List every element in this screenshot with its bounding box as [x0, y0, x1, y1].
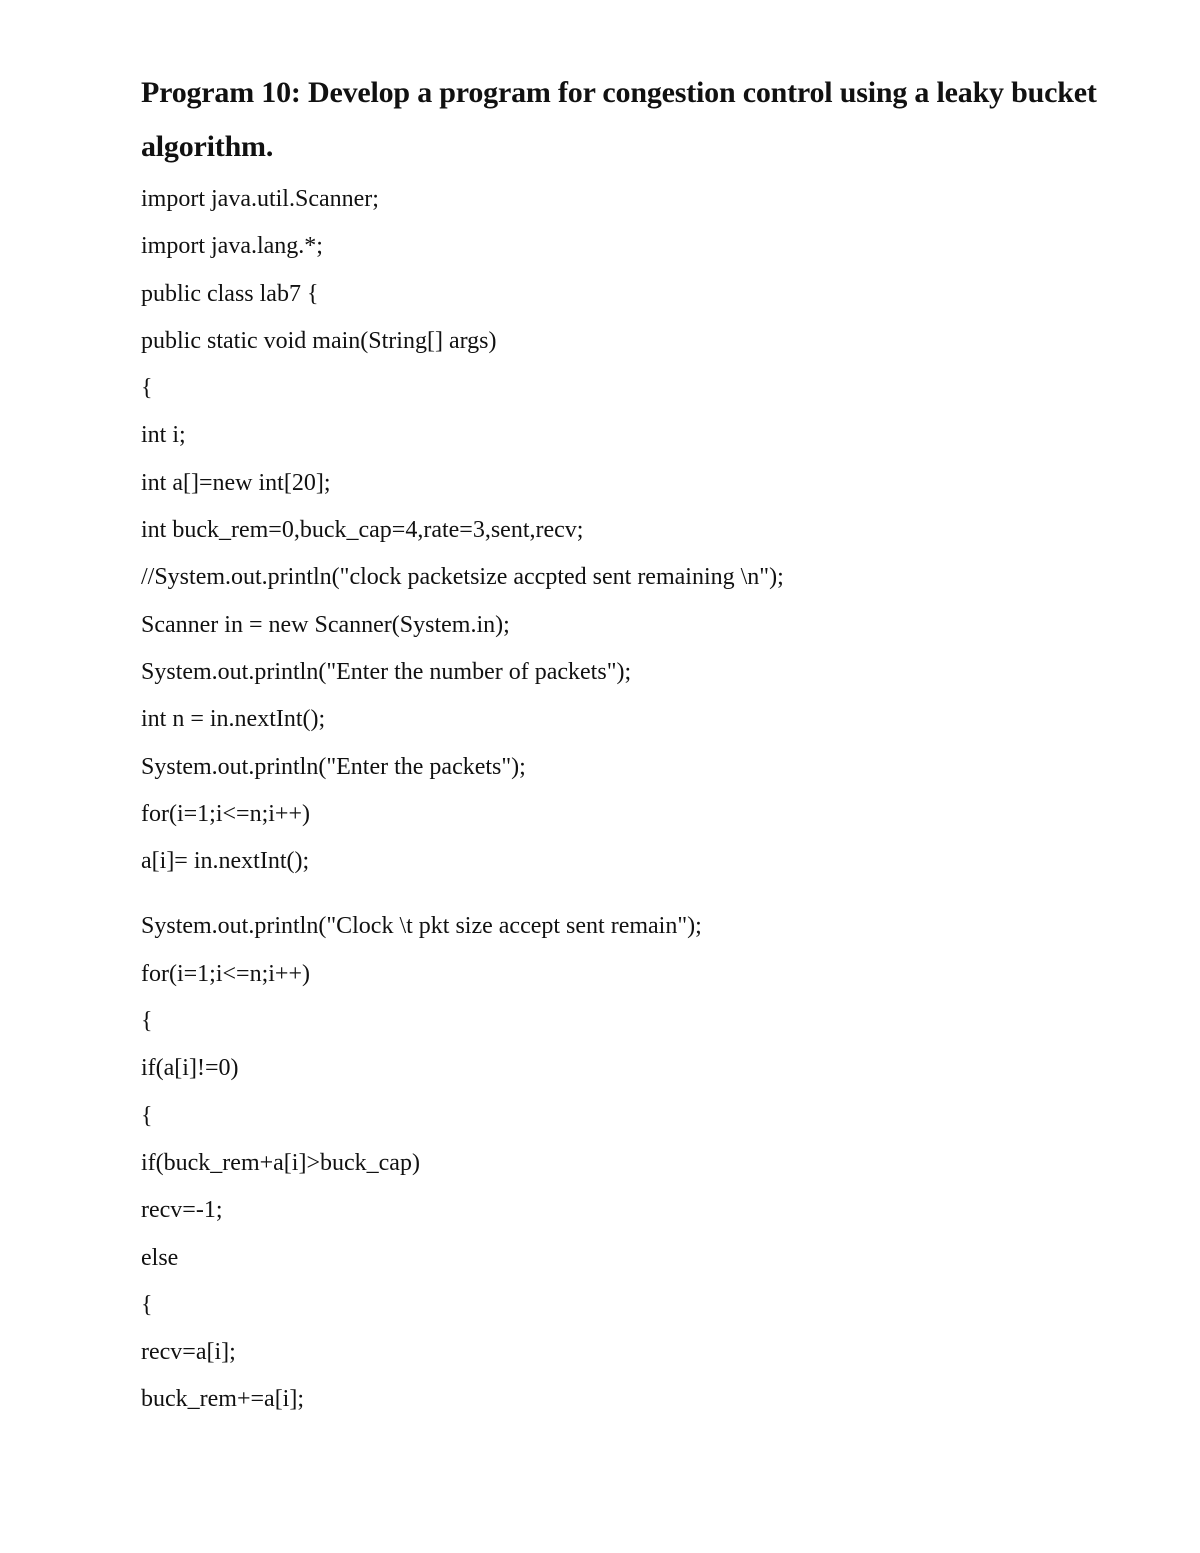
- code-line: System.out.println("Clock \t pkt size accept sent remain");: [141, 913, 702, 940]
- code-line: if(buck_rem+a[i]>buck_cap): [141, 1149, 420, 1176]
- code-line: System.out.println("Enter the packets");: [141, 753, 526, 780]
- code-line: buck_rem+=a[i];: [141, 1386, 305, 1413]
- code-line: int i;: [141, 422, 186, 449]
- code-line: int a[]=new int[20];: [141, 469, 331, 496]
- code-line: //System.out.println("clock packetsize accpted sent remaining \n");: [141, 564, 784, 591]
- code-listing: [141, 176, 1101, 1424]
- code-line: System.out.println("Enter the number of packets");: [141, 658, 632, 685]
- code-line: recv=a[i];: [141, 1339, 236, 1366]
- code-line: else: [141, 1244, 179, 1271]
- program-title: Program 10: Develop a program for congestion control using a leaky bucket algorithm.: [141, 76, 1097, 163]
- code-line: for(i=1;i<=n;i++): [141, 960, 310, 987]
- code-line: recv=-1;: [141, 1197, 223, 1224]
- code-line: import java.util.Scanner;: [141, 186, 379, 212]
- code-line: if(a[i]!=0): [141, 1055, 239, 1082]
- code-line: {: [141, 1291, 153, 1318]
- code-line: public static void main(String[] args): [141, 327, 497, 354]
- code-line: Scanner in = new Scanner(System.in);: [141, 611, 510, 638]
- code-line: {: [141, 1008, 153, 1035]
- code-line: for(i=1;i<=n;i++): [141, 800, 310, 827]
- code-line: a[i]= in.nextInt();: [141, 848, 310, 875]
- code-line: int buck_rem=0,buck_cap=4,rate=3,sent,recv;: [141, 517, 584, 544]
- code-line: import java.lang.*;: [141, 233, 323, 260]
- code-line: {: [141, 1102, 153, 1129]
- code-line: {: [141, 375, 153, 402]
- code-line: public class lab7 {: [141, 280, 319, 307]
- code-line: int n = in.nextInt();: [141, 706, 326, 733]
